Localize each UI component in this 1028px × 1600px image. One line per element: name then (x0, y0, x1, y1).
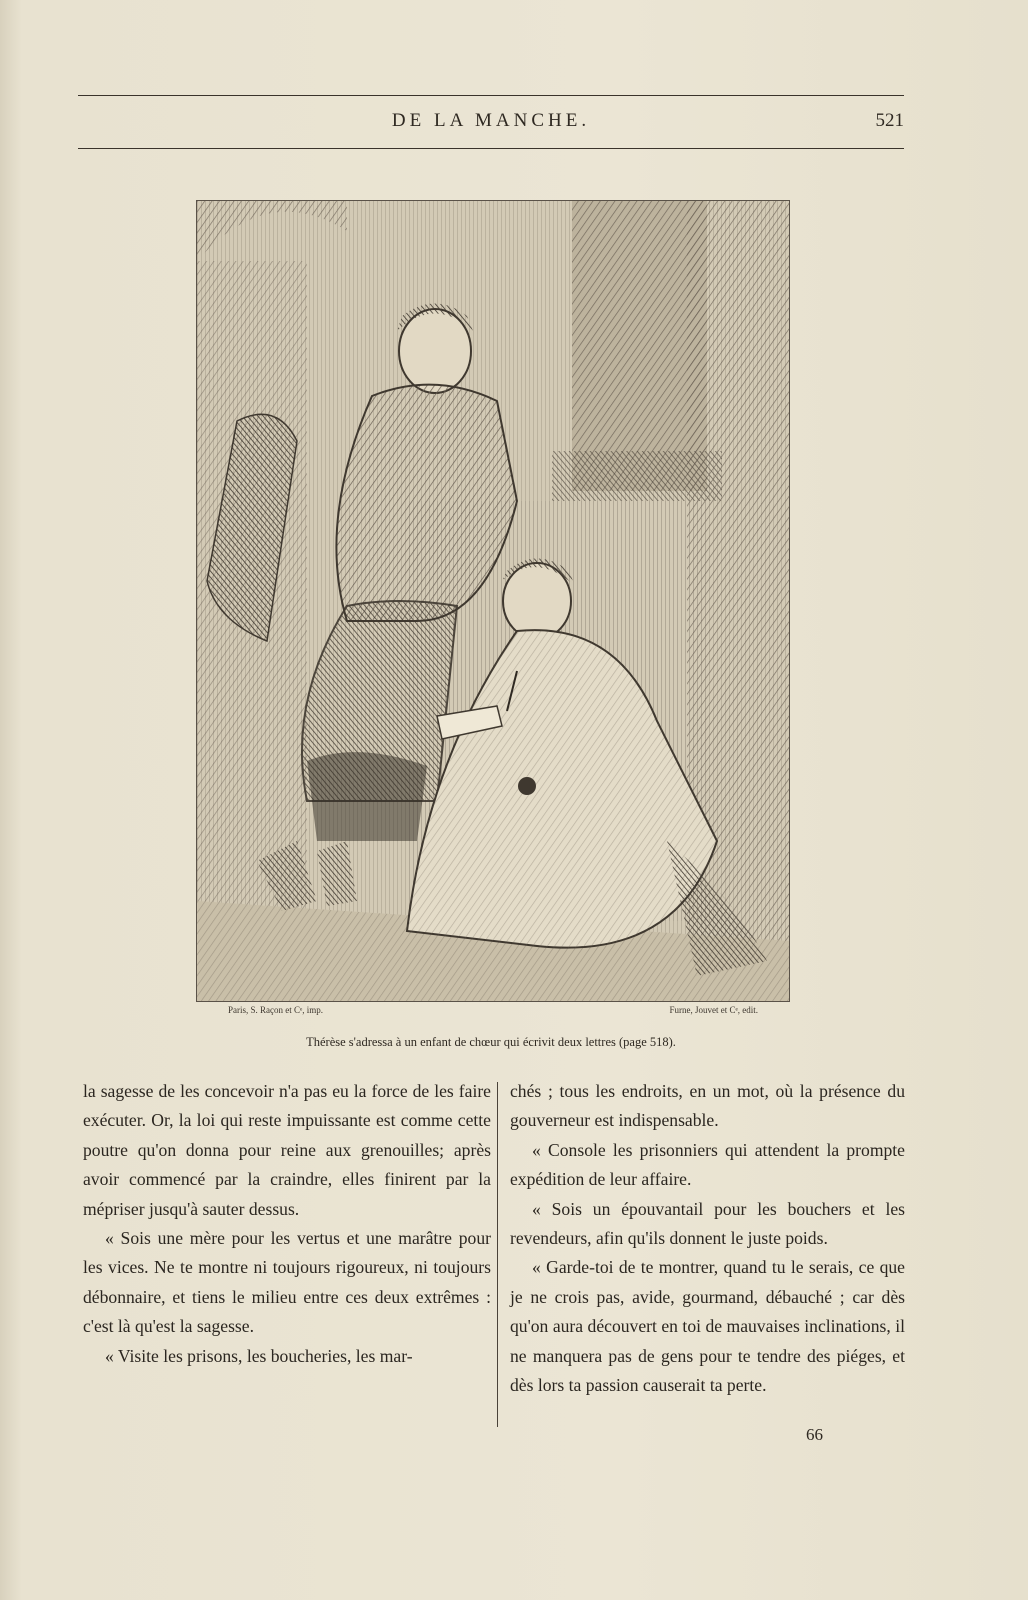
paragraph: chés ; tous les endroits, en un mot, où la présence du gouverneur est indispensable. (510, 1081, 905, 1131)
column-divider (497, 1082, 498, 1427)
running-title: DE LA MANCHE. (391, 110, 591, 131)
running-head (78, 110, 904, 140)
paragraph: « Sois une mère pour les vertus et une marâtre pour les vices. Ne te montre ni toujours rigoureux, ni toujours débonnaire, et tiens le milieu entre ces deux extrêmes : c'est là qu'est la sagesse. (83, 1228, 491, 1337)
paragraph: « Garde-toi de te montrer, quand tu le serais, ce que je ne crois pas, avide, gourmand, débauché ; car dès qu'on aura découvert en toi de mauvaises inclinations, il ne manquera pas de gens pour te tendre des piéges, et dès lors ta passion causerait ta perte. (510, 1257, 905, 1396)
engraving-illustration (196, 200, 790, 1002)
paragraph: « Console les prisonniers qui attendent la prompte expédition de leur affaire. (510, 1139, 905, 1190)
text-column-left (83, 1077, 491, 1371)
paragraph: la sagesse de les concevoir n'a pas eu la force de les faire exécuter. Or, la loi qui reste impuissante est comme cette poutre qu'on donna pour reine aux grenouilles; après avoir commencé par la craindre, elles finirent par la mépriser jusqu'à sauter dessus. (83, 1081, 491, 1219)
engraving-credits (196, 1005, 788, 1021)
paragraph: « Visite les prisons, les boucheries, les mar- (105, 1345, 413, 1366)
engraving-drawing (197, 201, 789, 1001)
page-number: 521 (875, 110, 904, 131)
signature-mark: 66 (806, 1425, 823, 1444)
paragraph: « Sois un épouvantail pour les bouchers et les revendeurs, afin qu'ils donnent le juste poids. (510, 1198, 905, 1249)
printer-credit: Paris, S. Raçon et Cᵉ, imp. (228, 1005, 324, 1015)
illustration-caption: Thérèse s'adressa à un enfant de chœur qui écrivit deux lettres (page 518). (306, 1035, 676, 1049)
header-rule-top (78, 95, 904, 96)
header-rule-bottom (78, 148, 904, 149)
text-column-right (510, 1077, 905, 1400)
publisher-credit: Furne, Jouvet et Cᵉ, edit. (669, 1005, 758, 1015)
